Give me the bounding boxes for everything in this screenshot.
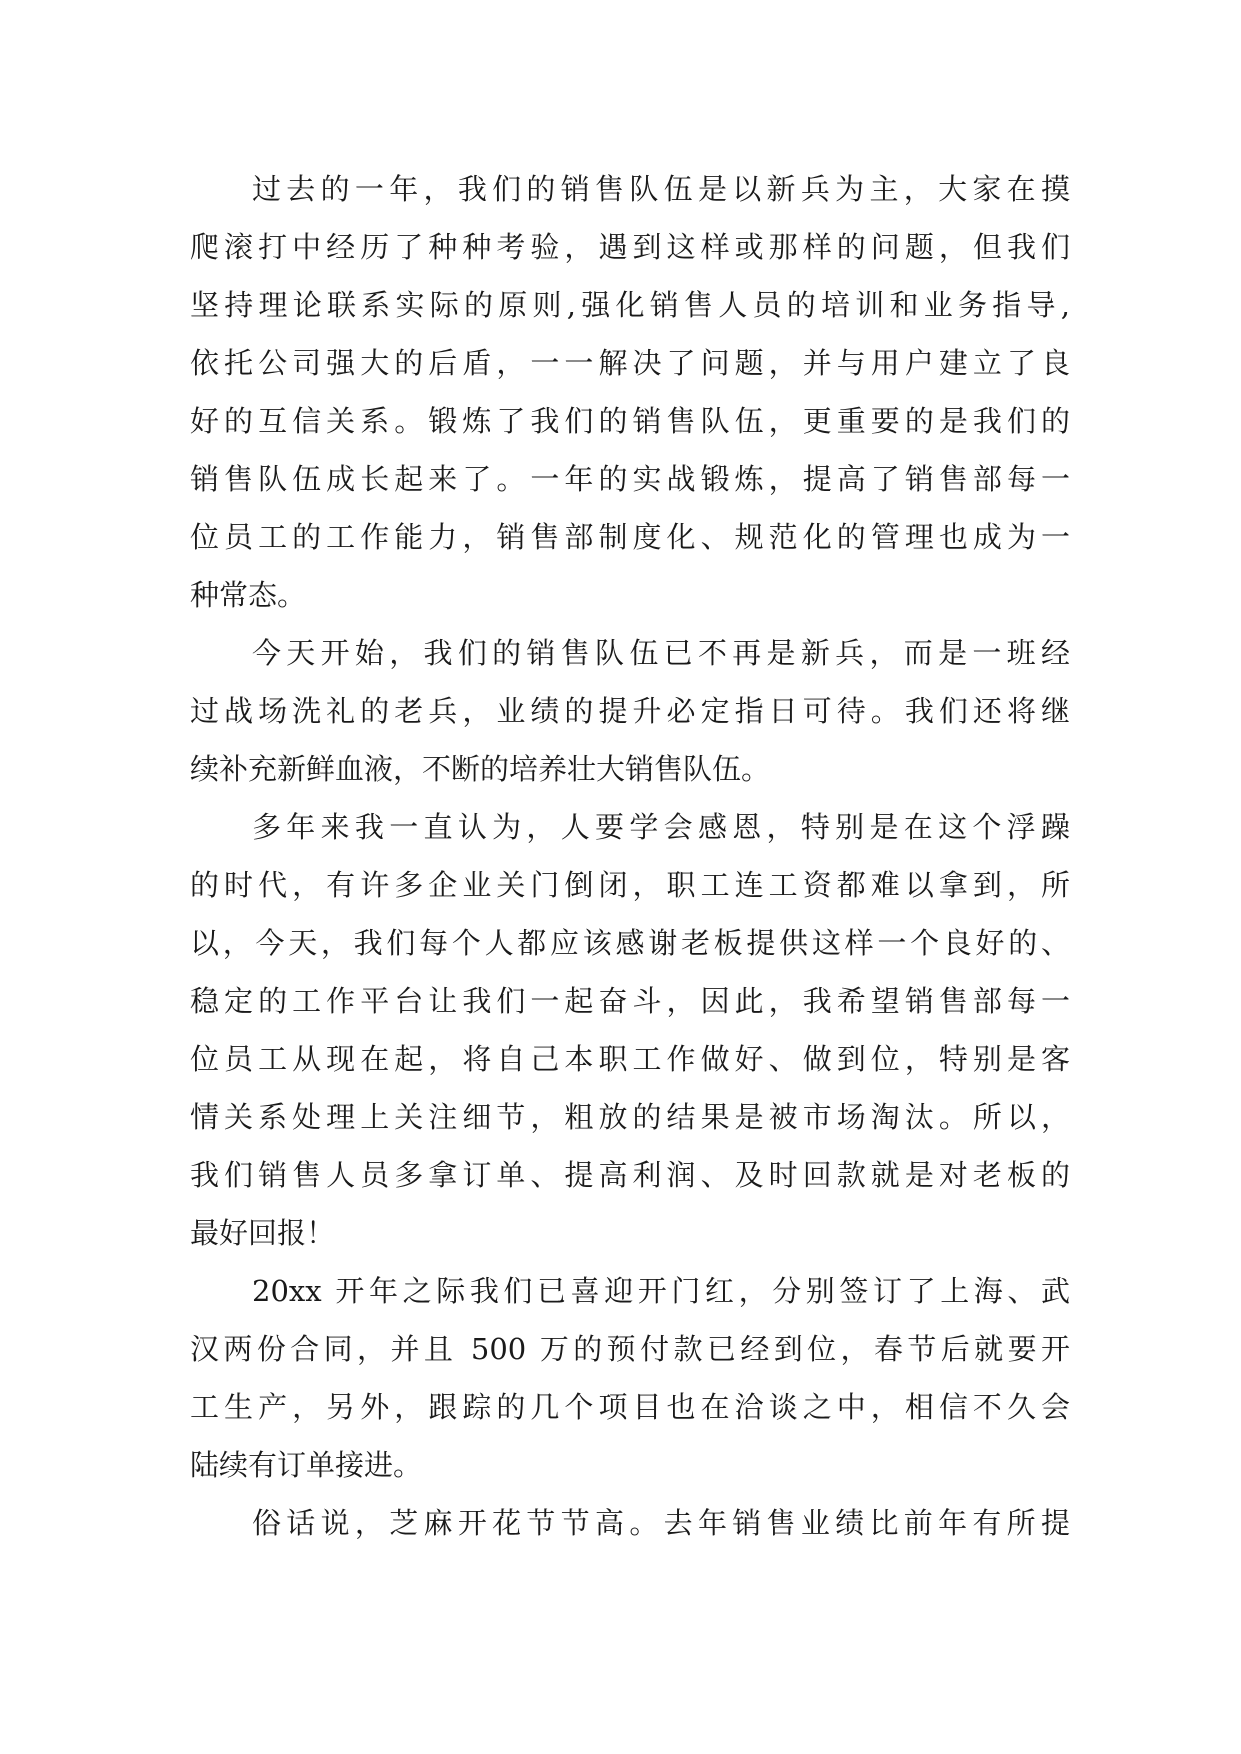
paragraph-2-line-1: 今天开始，我们的销售队伍已不再是新兵，而是一班经 xyxy=(252,636,1070,670)
paragraph-3-line-4: 稳定的工作平台让我们一起奋斗，因此，我希望销售部每一 xyxy=(190,984,1070,1018)
paragraph-5-line-1: 俗话说，芝麻开花节节高。去年销售业绩比前年有所提 xyxy=(252,1506,1070,1540)
paragraph-1-line-7: 位员工的工作能力，销售部制度化、规范化的管理也成为一 xyxy=(190,520,1070,554)
paragraph-1-line-8: 种常态。 xyxy=(190,578,307,612)
paragraph-1-line-1: 过去的一年，我们的销售队伍是以新兵为主，大家在摸 xyxy=(252,172,1070,206)
paragraph-1-line-2: 爬滚打中经历了种种考验，遇到这样或那样的问题，但我们 xyxy=(190,230,1070,264)
document-body xyxy=(190,160,1070,1552)
paragraph-4-line-3: 工生产，另外，跟踪的几个项目也在洽谈之中，相信不久会 xyxy=(190,1390,1070,1424)
paragraph-3-line-3: 以，今天，我们每个人都应该感谢老板提供这样一个良好的、 xyxy=(190,926,1070,960)
paragraph-1-line-4: 依托公司强大的后盾，一一解决了问题，并与用户建立了良 xyxy=(190,346,1070,380)
paragraph-3-line-8: 最好回报！ xyxy=(190,1216,336,1250)
paragraph-3-line-5: 位员工从现在起，将自己本职工作做好、做到位，特别是客 xyxy=(190,1042,1070,1076)
paragraph-4-line-1: 20xx 开年之际我们已喜迎开门红，分别签订了上海、武 xyxy=(252,1274,1070,1308)
paragraph-2-line-3: 续补充新鲜血液，不断的培养壮大销售队伍。 xyxy=(190,752,771,786)
paragraph-2-line-2: 过战场洗礼的老兵，业绩的提升必定指日可待。我们还将继 xyxy=(190,694,1070,728)
paragraph-3-line-1: 多年来我一直认为，人要学会感恩，特别是在这个浮躁 xyxy=(252,810,1070,844)
paragraph-1-line-6: 销售队伍成长起来了。一年的实战锻炼，提高了销售部每一 xyxy=(190,462,1070,496)
paragraph-1-line-3: 坚持理论联系实际的原则,强化销售人员的培训和业务指导, xyxy=(190,288,1070,322)
paragraph-3-line-7: 我们销售人员多拿订单、提高利润、及时回款就是对老板的 xyxy=(190,1158,1070,1192)
paragraph-4-line-4: 陆续有订单接进。 xyxy=(190,1448,423,1482)
paragraph-4-line-2: 汉两份合同，并且 500 万的预付款已经到位，春节后就要开 xyxy=(190,1332,1070,1366)
paragraph-1-line-5: 好的互信关系。锻炼了我们的销售队伍，更重要的是我们的 xyxy=(190,404,1070,438)
paragraph-3-line-2: 的时代，有许多企业关门倒闭，职工连工资都难以拿到，所 xyxy=(190,868,1070,902)
paragraph-3-line-6: 情关系处理上关注细节，粗放的结果是被市场淘汰。所以， xyxy=(190,1100,1070,1134)
